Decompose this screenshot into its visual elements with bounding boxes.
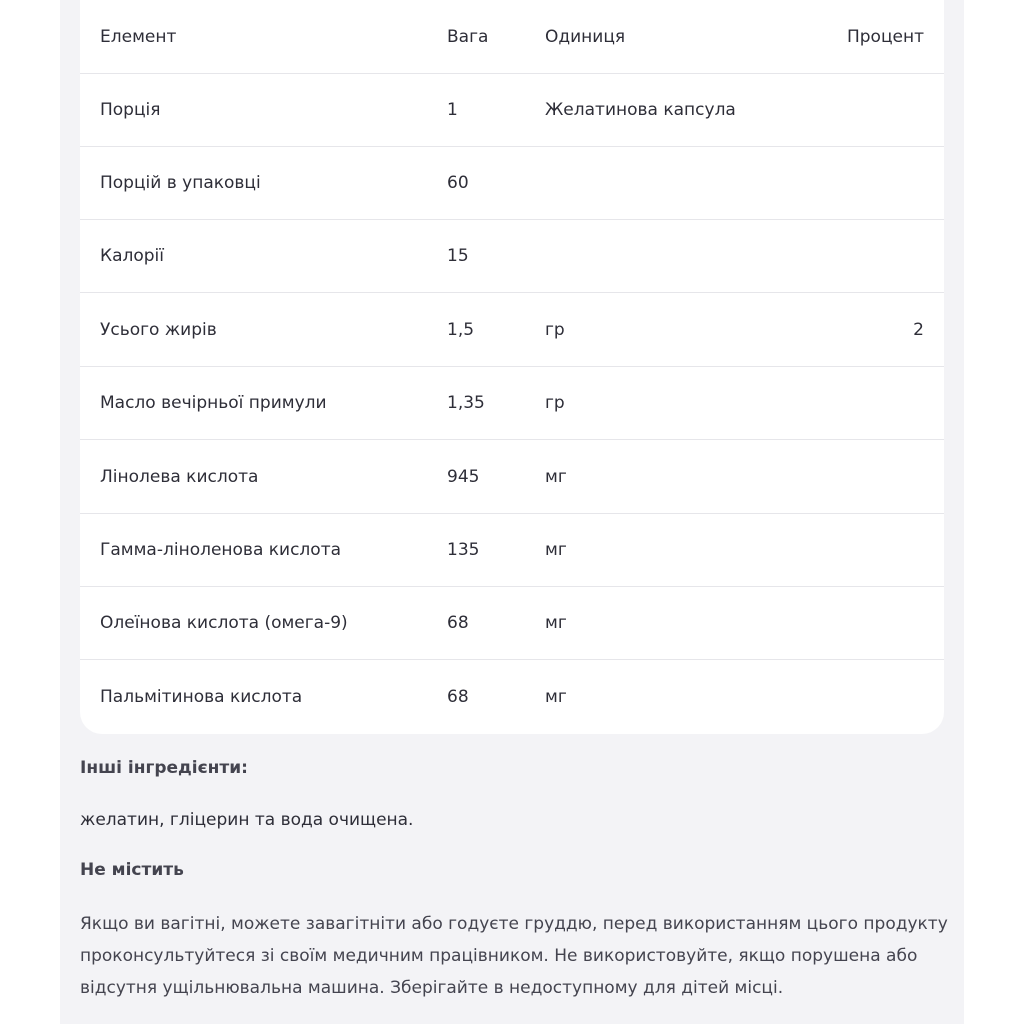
row-element: Лінолева кислота	[100, 467, 259, 487]
row-unit: мг	[545, 613, 567, 633]
row-weight: 945	[447, 467, 480, 487]
row-unit: мг	[545, 687, 567, 707]
contains-not-heading: Не містить	[80, 860, 184, 880]
table-row	[80, 587, 944, 660]
row-weight: 1,35	[447, 393, 485, 413]
other-ingredients-heading: Інші інгредієнти:	[80, 758, 248, 778]
header-percent: Процент	[846, 27, 924, 47]
row-unit: гр	[545, 393, 565, 413]
product-details-panel	[60, 0, 964, 1024]
row-percent: 2	[913, 320, 924, 340]
row-weight: 1	[447, 100, 458, 120]
other-ingredients-text: желатин, гліцерин та вода очищена.	[80, 810, 414, 830]
row-element: Масло вечірньої примули	[100, 393, 327, 413]
row-weight: 68	[447, 687, 469, 707]
row-element: Усього жирів	[100, 320, 217, 340]
row-weight: 1,5	[447, 320, 475, 340]
row-element: Порція	[100, 100, 161, 120]
table-row	[80, 147, 944, 220]
table-row	[80, 367, 944, 440]
table-row	[80, 661, 944, 734]
nutrition-table	[80, 0, 944, 734]
header-element: Елемент	[100, 27, 177, 47]
row-weight: 135	[447, 540, 480, 560]
row-element: Пальмітинова кислота	[100, 687, 303, 707]
row-weight: 68	[447, 613, 469, 633]
row-weight: 60	[447, 173, 469, 193]
row-element: Порцій в упаковці	[100, 173, 261, 193]
row-element: Олеїнова кислота (омега-9)	[100, 613, 348, 633]
header-weight: Вага	[447, 27, 489, 47]
table-row	[80, 220, 944, 293]
header-unit: Одиниця	[545, 27, 626, 47]
row-weight: 15	[447, 246, 469, 266]
table-header-row	[80, 0, 944, 74]
row-element: Гамма-ліноленова кислота	[100, 540, 342, 560]
row-unit: Желатинова капсула	[545, 100, 736, 120]
warning-text: Якщо ви вагітні, можете завагітніти або годуєте груддю, перед використанням цього продукту проконсультуйтеся зі своїм медичним працівником. Не використовуйте, якщо порушена або відсутня ущільнювальна машина. Зберігайте в недоступному для дітей місці.	[80, 914, 948, 998]
table-row	[80, 441, 944, 514]
table-row	[80, 74, 944, 147]
row-element: Калорії	[100, 246, 164, 266]
table-row	[80, 514, 944, 587]
row-unit: мг	[545, 540, 567, 560]
row-unit: гр	[545, 320, 565, 340]
table-row	[80, 294, 944, 367]
row-unit: мг	[545, 467, 567, 487]
